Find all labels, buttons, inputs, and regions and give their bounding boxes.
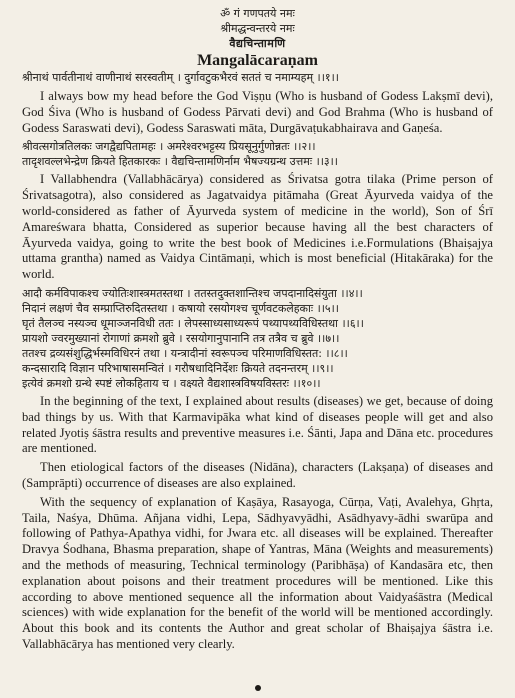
paragraph-5: With the sequency of explanation of Kaṣāya, Rasayoga, Cūrṇa, Vaṭi, Avalehya, Ghṛta, Taila, Naśya, Dhūma. Añjana vidhi, Lepa, Sādhyavyādhi, Asādhyavy-ādhi swarūpa and following of Pathya-Apathya vidhi, for Jwara etc. all diseases will be explained. Thereafter Dravya Śodhana, Bhasma preparation, shape of Yantras, Māna (Weights and measurements) and the methods of measuring, Technical terminology (Paribhāṣa) of Kandasāra etc, then explanation about poisons and their treatment procedures will be mentioned. Like this according to above mentioned sequence all the information about Vaidyaśāstra (Medical sciences) with wide explanation for the benefit of the world will be mentioned accordingly. About this book and its contents the Author and great scholar of Bhaiṣajya śāstra i.e. Vallabhācārya has mentioned very clearly.	[22, 494, 493, 651]
invocation-line: ॐ गं गणपतये नमः	[220, 7, 295, 20]
verse-line: आदौ कर्मविपाकश्च ज्योतिःशास्त्रमतस्तथा । ततस्तदुक्तशान्तिश्च जपदानादिसंयुता ।।४।।	[22, 286, 363, 300]
paragraph-2: I Vallabhendra (Vallabhācārya) considered as Śrivatsa gotra tilaka (Prime person of Śrivatsagotra), also considered as Jagatvaidya pitāmaha (Great Āyurveda vaidya of the world-considered as father of Āyurveda system of medicine in the world), Son of Śrī Amareśwara bhatta, Considered as superior because having all the best characters of Āyurveda vaidya, going to write the best book of Medicines i.e.Formulations (Bhaiṣajya uttama grantha) named as Vaidya Cintāmaṇi, which is most beneficial (Hitakāraka) for the world.	[22, 172, 493, 282]
verse-line: तादृशवल्लभेन्द्रेण क्रियते हितकारकः । वैद्यचिन्तामणिर्नाम भैषज्यग्रन्थ उत्तमः ।।३।।	[22, 155, 338, 169]
verse-line: ततश्च द्रव्यसंशुद्धिर्भस्मविधिरनं तथा । यन्त्रादीनां स्वरूपञ्च परिमाणविधिस्तत: ।।८।।	[22, 346, 348, 360]
verse-line: घृतं तैलञ्च नस्यञ्च धूमाञ्जनविधी ततः । लेपस्साध्यसाध्यरूपं पथ्यापथ्यविधिस्तथा ।।६।।	[22, 316, 364, 330]
verse-line: श्रीनाथं पार्वतीनाथं वाणीनाथं सरस्वतीम् । दुर्गावटुकभैरवं सततं च नमाम्यहम् ।।१।।	[22, 71, 339, 84]
paragraph-3: In the beginning of the text, I explained about results (diseases) we get, because of doing bad things by us. With that Karmavipāka what kind of diseases people will get and also related Jyotiṣ śāstra results and preventive measures i.e. Śānti, Japa and Dāna etc. procedures are mentioned.	[22, 393, 493, 456]
page-bullet-icon	[255, 685, 261, 691]
paragraph-4: Then etiological factors of the diseases (Nidāna), characters (Lakṣaṇa) of diseases and (Samprāpti) occurrence of diseases are also explained.	[22, 460, 493, 490]
verse-line: इत्येवं क्रमशो ग्रन्थे स्पष्टं लोकहिताय च । वक्ष्यते वैद्यशास्त्रविषयविस्तरः ।।१०।।	[22, 376, 321, 390]
title-latin: Mangalācaraṇam	[197, 52, 318, 69]
verse-block-3	[22, 286, 493, 391]
title-devanagari: वैद्यचिन्तामणि	[229, 37, 286, 50]
verse-line: प्रायशो ज्वरमुख्यानां रोगाणां क्रमशो ब्रुवे । रसयोगानुपानानि तत्र तत्रैव च ब्रुवे ।।७।।	[22, 331, 340, 345]
verse-line: श्रीवत्सगोत्रतिलकः जगद्वैद्यपितामहः । अमरेश्वरभट्टस्य प्रियसूनुर्गुणोन्नतः ।।२।।	[22, 140, 316, 154]
verse-block-2	[22, 139, 493, 169]
verse-line: कन्दसारादि विज्ञान परिभाषासमन्वितं । गरौषधादिनिर्देशः क्रियते तदनन्तरम् ।।९।।	[22, 361, 334, 375]
invocation-line-2: श्रीमद्धन्वन्तरये नमः	[220, 22, 295, 35]
verse-line: निदानं लक्षणं चैव सम्प्राप्तिरुदितस्तथा । कषायो रसयोगश्च चूर्णवटकलेहकाः ।।५।।	[22, 301, 339, 315]
paragraph-1: I always bow my head before the God Viṣṇu (Who is husband of Godess Lakṣmī devi), God Śiva (Who is husband of Godess Pārvati devi) and God Brahma (Who is husband of Godess Saraswati devi), Godess Saraswati māta, Durgāvaṭukabhairava and Gaṇeśa.	[22, 89, 493, 135]
